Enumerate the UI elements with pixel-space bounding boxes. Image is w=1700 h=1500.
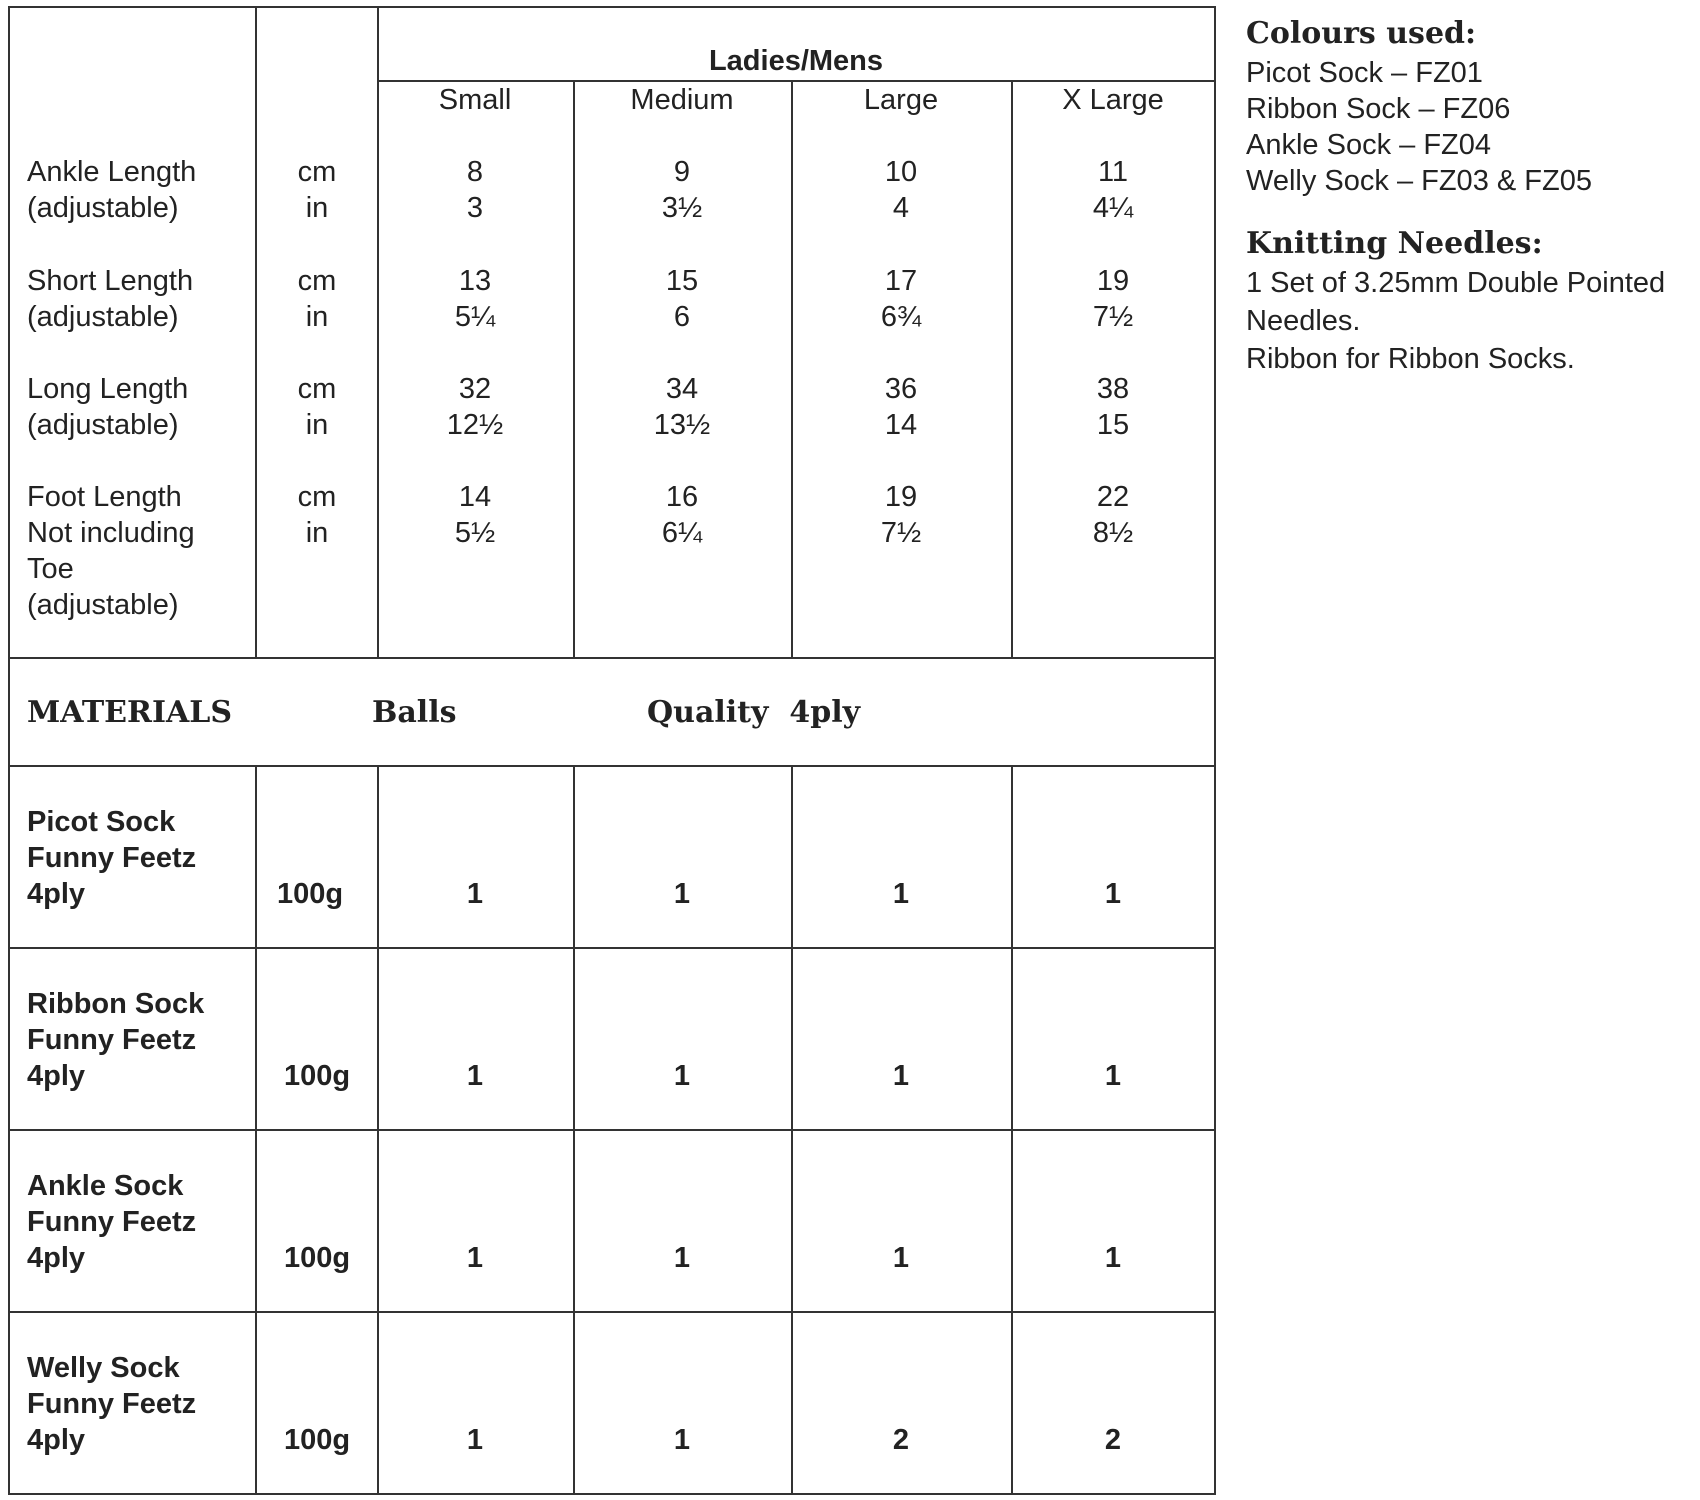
quality-heading: Quality 4ply — [647, 695, 861, 730]
material-name: Picot Sock — [27, 806, 176, 838]
column-divider — [377, 6, 379, 659]
ball-count: 1 — [466, 878, 484, 910]
column-divider — [255, 6, 257, 659]
value-cell: 19 — [884, 481, 918, 513]
ball-count: 2 — [892, 1424, 910, 1456]
column-divider — [573, 80, 575, 659]
material-weight: 100g — [276, 878, 344, 910]
value-cell: 7½ — [880, 517, 922, 549]
material-name: 4ply — [27, 1424, 86, 1456]
colour-item: Ankle Sock – FZ04 — [1246, 129, 1491, 161]
value-cell: 13½ — [653, 409, 711, 441]
value-cell: 36 — [884, 373, 918, 405]
table-border-bottom — [8, 1493, 1216, 1495]
ball-count: 1 — [892, 1060, 910, 1092]
size-header-small: Small — [438, 84, 512, 116]
value-cell: 6¼ — [661, 517, 703, 549]
column-divider — [791, 765, 793, 1495]
value-cell: 9 — [673, 156, 691, 188]
ball-count: 2 — [1104, 1424, 1122, 1456]
column-divider — [377, 765, 379, 1495]
ball-count: 1 — [466, 1424, 484, 1456]
value-cell: 3½ — [661, 192, 703, 224]
size-header-xlarge: X Large — [1062, 84, 1164, 116]
value-cell: 15 — [665, 265, 699, 297]
value-cell: 17 — [884, 265, 918, 297]
value-cell: 7½ — [1092, 301, 1134, 333]
measurement-label: Ankle Length — [27, 156, 197, 188]
unit-in: in — [305, 409, 329, 441]
measurement-label: (adjustable) — [27, 409, 179, 441]
measurement-label: Long Length — [27, 373, 189, 405]
needles-item: Ribbon for Ribbon Socks. — [1246, 343, 1575, 375]
value-cell: 15 — [1096, 409, 1130, 441]
colour-item: Welly Sock – FZ03 & FZ05 — [1246, 165, 1592, 197]
material-name: Funny Feetz — [27, 1024, 197, 1056]
column-divider — [573, 765, 575, 1495]
value-cell: 4¼ — [1092, 192, 1134, 224]
value-cell: 34 — [665, 373, 699, 405]
measurement-label: (adjustable) — [27, 301, 179, 333]
material-name: 4ply — [27, 878, 86, 910]
value-cell: 16 — [665, 481, 699, 513]
ball-count: 1 — [673, 1060, 691, 1092]
ball-count: 1 — [1104, 1242, 1122, 1274]
size-header-large: Large — [863, 84, 939, 116]
measurement-label: (adjustable) — [27, 589, 179, 621]
balls-heading: Balls — [372, 695, 457, 730]
measurement-label: Toe — [27, 553, 74, 585]
value-cell: 3 — [466, 192, 484, 224]
material-name: Funny Feetz — [27, 842, 197, 874]
ball-count: 1 — [892, 878, 910, 910]
value-cell: 8½ — [1092, 517, 1134, 549]
table-divider — [8, 765, 1216, 767]
column-divider — [791, 80, 793, 659]
value-cell: 5¼ — [454, 301, 496, 333]
table-border-right — [1214, 6, 1216, 1495]
material-name: Ankle Sock — [27, 1170, 184, 1202]
unit-cm: cm — [297, 265, 337, 297]
value-cell: 4 — [892, 192, 910, 224]
needles-item: 1 Set of 3.25mm Double Pointed — [1246, 267, 1666, 299]
needles-item: Needles. — [1246, 305, 1361, 337]
size-header-medium: Medium — [630, 84, 734, 116]
ball-count: 1 — [466, 1242, 484, 1274]
measurement-label: Foot Length — [27, 481, 182, 513]
size-group-heading: Ladies/Mens — [708, 45, 884, 77]
measurement-label: Short Length — [27, 265, 194, 297]
colours-heading: Colours used: — [1246, 16, 1477, 51]
value-cell: 38 — [1096, 373, 1130, 405]
ball-count: 1 — [892, 1242, 910, 1274]
value-cell: 12½ — [446, 409, 504, 441]
value-cell: 22 — [1096, 481, 1130, 513]
material-name: Ribbon Sock — [27, 988, 205, 1020]
value-cell: 11 — [1097, 156, 1129, 188]
needles-heading: Knitting Needles: — [1246, 226, 1543, 261]
unit-in: in — [305, 517, 329, 549]
table-border-left — [8, 6, 10, 1495]
unit-cm: cm — [297, 156, 337, 188]
table-divider — [8, 1129, 1216, 1131]
colour-item: Picot Sock – FZ01 — [1246, 57, 1483, 89]
ball-count: 1 — [1104, 878, 1122, 910]
value-cell: 8 — [466, 156, 484, 188]
material-name: 4ply — [27, 1060, 86, 1092]
value-cell: 14 — [458, 481, 492, 513]
materials-heading: MATERIALS — [27, 695, 233, 730]
unit-cm: cm — [297, 481, 337, 513]
value-cell: 5½ — [454, 517, 496, 549]
ball-count: 1 — [673, 1424, 691, 1456]
value-cell: 14 — [884, 409, 918, 441]
material-name: 4ply — [27, 1242, 86, 1274]
material-weight: 100g — [283, 1242, 351, 1274]
unit-in: in — [305, 192, 329, 224]
material-name: Welly Sock — [27, 1352, 180, 1384]
unit-in: in — [305, 301, 329, 333]
colour-item: Ribbon Sock – FZ06 — [1246, 93, 1511, 125]
ball-count: 1 — [673, 878, 691, 910]
unit-cm: cm — [297, 373, 337, 405]
material-weight: 100g — [283, 1060, 351, 1092]
value-cell: 10 — [884, 156, 918, 188]
column-divider — [1011, 765, 1013, 1495]
value-cell: 32 — [458, 373, 492, 405]
value-cell: 13 — [458, 265, 492, 297]
table-divider — [8, 1311, 1216, 1313]
material-name: Funny Feetz — [27, 1206, 197, 1238]
column-divider — [1011, 80, 1013, 659]
measurement-label: Not including — [27, 517, 195, 549]
material-weight: 100g — [283, 1424, 351, 1456]
ball-count: 1 — [466, 1060, 484, 1092]
table-divider — [8, 947, 1216, 949]
ball-count: 1 — [1104, 1060, 1122, 1092]
measurement-label: (adjustable) — [27, 192, 179, 224]
table-divider — [8, 657, 1216, 659]
value-cell: 19 — [1096, 265, 1130, 297]
ball-count: 1 — [673, 1242, 691, 1274]
value-cell: 6¾ — [880, 301, 922, 333]
value-cell: 6 — [673, 301, 691, 333]
column-divider — [255, 765, 257, 1495]
table-border-top — [8, 6, 1216, 8]
material-name: Funny Feetz — [27, 1388, 197, 1420]
